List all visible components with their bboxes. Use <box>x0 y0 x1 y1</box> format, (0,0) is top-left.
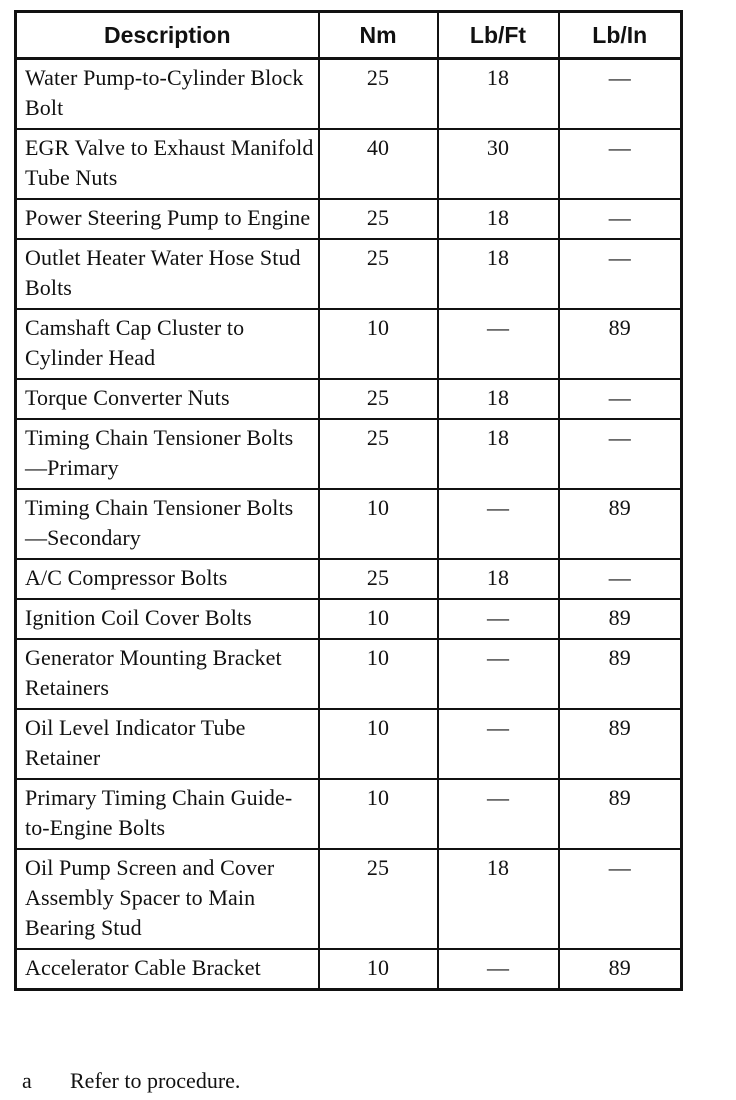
cell-nm: 10 <box>319 309 438 379</box>
cell-description: Oil Level Indicator Tube Retainer <box>16 709 319 779</box>
cell-lb-ft: 18 <box>438 559 559 599</box>
cell-lb-in: — <box>559 199 682 239</box>
table-row <box>16 239 682 309</box>
cell-lb-in: 89 <box>559 709 682 779</box>
cell-nm: 40 <box>319 129 438 199</box>
table-row <box>16 849 682 949</box>
cell-lb-ft: 18 <box>438 419 559 489</box>
cell-description: Camshaft Cap Cluster to Cylinder Head <box>16 309 319 379</box>
footnote-text: Refer to procedure. <box>70 1068 241 1093</box>
cell-lb-in: — <box>559 419 682 489</box>
cell-description: Primary Timing Chain Guide-to-Engine Bolts <box>16 779 319 849</box>
cell-lb-ft: 18 <box>438 849 559 949</box>
cell-lb-ft: — <box>438 309 559 379</box>
cell-nm: 25 <box>319 419 438 489</box>
cell-lb-in: 89 <box>559 599 682 639</box>
table-row <box>16 639 682 709</box>
cell-description: EGR Valve to Exhaust Manifold Tube Nuts <box>16 129 319 199</box>
table-row <box>16 129 682 199</box>
cell-nm: 25 <box>319 849 438 949</box>
table-row <box>16 379 682 419</box>
table-row <box>16 779 682 849</box>
table-row <box>16 559 682 599</box>
cell-lb-ft: — <box>438 489 559 559</box>
cell-lb-in: — <box>559 379 682 419</box>
cell-nm: 25 <box>319 59 438 130</box>
cell-description: Generator Mounting Bracket Retainers <box>16 639 319 709</box>
cell-nm: 25 <box>319 239 438 309</box>
cell-nm: 10 <box>319 599 438 639</box>
cell-lb-ft: 18 <box>438 199 559 239</box>
table-row <box>16 949 682 990</box>
table-row <box>16 599 682 639</box>
cell-lb-in: 89 <box>559 309 682 379</box>
torque-spec-table <box>14 10 683 991</box>
cell-lb-in: 89 <box>559 489 682 559</box>
cell-nm: 10 <box>319 949 438 990</box>
cell-lb-ft: 30 <box>438 129 559 199</box>
cell-description: A/C Compressor Bolts <box>16 559 319 599</box>
cell-description: Timing Chain Tensioner Bolts—Secondary <box>16 489 319 559</box>
footnote <box>22 1066 240 1096</box>
cell-lb-ft: — <box>438 599 559 639</box>
cell-lb-in: 89 <box>559 779 682 849</box>
cell-lb-in: — <box>559 239 682 309</box>
cell-lb-ft: — <box>438 949 559 990</box>
cell-description: Power Steering Pump to Engine <box>16 199 319 239</box>
cell-description: Accelerator Cable Bracket <box>16 949 319 990</box>
cell-lb-ft: — <box>438 639 559 709</box>
table-row <box>16 709 682 779</box>
table-header-row <box>16 12 682 59</box>
cell-lb-in: — <box>559 59 682 130</box>
cell-lb-in: 89 <box>559 639 682 709</box>
header-lb-in: Lb/In <box>559 12 682 59</box>
cell-lb-ft: — <box>438 709 559 779</box>
cell-description: Oil Pump Screen and Cover Assembly Spacer to Main Bearing Stud <box>16 849 319 949</box>
cell-description: Ignition Coil Cover Bolts <box>16 599 319 639</box>
cell-nm: 25 <box>319 559 438 599</box>
table-row <box>16 489 682 559</box>
table-row <box>16 419 682 489</box>
cell-lb-ft: — <box>438 779 559 849</box>
header-description: Description <box>16 12 319 59</box>
cell-description: Water Pump-to-Cylinder Block Bolt <box>16 59 319 130</box>
cell-lb-in: — <box>559 559 682 599</box>
cell-description: Timing Chain Tensioner Bolts—Primary <box>16 419 319 489</box>
cell-description: Outlet Heater Water Hose Stud Bolts <box>16 239 319 309</box>
cell-nm: 25 <box>319 379 438 419</box>
cell-nm: 10 <box>319 639 438 709</box>
cell-description: Torque Converter Nuts <box>16 379 319 419</box>
cell-lb-ft: 18 <box>438 59 559 130</box>
table-row <box>16 199 682 239</box>
cell-lb-in: — <box>559 849 682 949</box>
cell-nm: 10 <box>319 489 438 559</box>
cell-nm: 25 <box>319 199 438 239</box>
cell-lb-ft: 18 <box>438 239 559 309</box>
cell-nm: 10 <box>319 779 438 849</box>
header-nm: Nm <box>319 12 438 59</box>
header-lb-ft: Lb/Ft <box>438 12 559 59</box>
cell-nm: 10 <box>319 709 438 779</box>
footnote-marker: a <box>22 1068 32 1093</box>
cell-lb-ft: 18 <box>438 379 559 419</box>
cell-lb-in: — <box>559 129 682 199</box>
table-row <box>16 59 682 130</box>
cell-lb-in: 89 <box>559 949 682 990</box>
table-row <box>16 309 682 379</box>
